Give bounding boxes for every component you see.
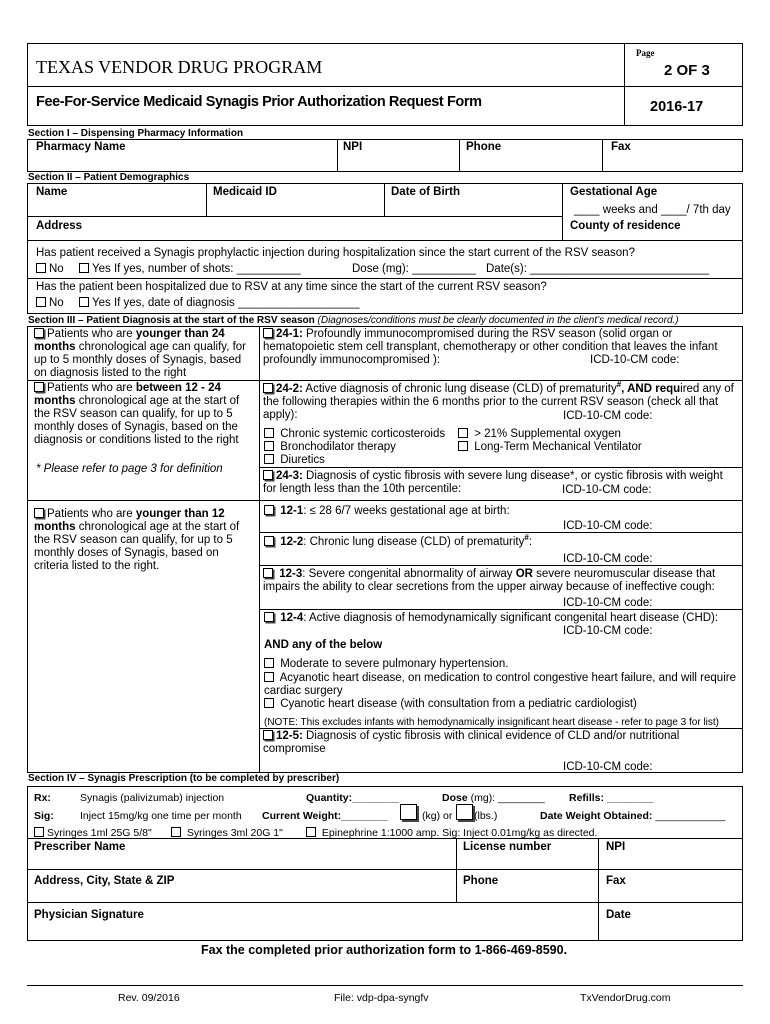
heart-pulmonary-hypertension[interactable]: Moderate to severe pulmonary hypertension.: [264, 658, 508, 671]
rsv-injection-question: Has patient received a Synagis prophylactic injection during hospitalization since the start current of the RSV season?: [36, 247, 635, 259]
checkbox-icon[interactable]: [264, 672, 274, 682]
checkbox-icon[interactable]: [264, 698, 274, 708]
prescriber-npi-field[interactable]: NPI: [606, 841, 626, 853]
rsv-hosp-no[interactable]: No: [36, 297, 64, 310]
quantity-field[interactable]: Quantity:________: [306, 792, 399, 804]
section-3-title: Section III – Patient Diagnosis at the start of the RSV season (Diagnoses/conditions must be clearly documented in the client’s medical record.): [28, 315, 679, 326]
pharmacy-table: [27, 139, 743, 172]
icd-code-12-3[interactable]: ICD-10-CM code:: [563, 597, 653, 609]
rsv-hosp-yes[interactable]: Yes If yes, date of diagnosis ___________________: [79, 297, 360, 310]
license-number-field[interactable]: License number: [463, 841, 552, 853]
group-under-12-months[interactable]: Patients who are younger than 12 months chronological age at the start of the RSV season can qualify, for up to 5 monthly doses of Synagis, based on criteria listed to the right.: [34, 508, 240, 572]
checkbox-icon[interactable]: [79, 297, 89, 307]
form-title: Fee-For-Service Medicaid Synagis Prior Authorization Request Form: [36, 94, 482, 110]
drug-name: Synagis (palivizumab) injection: [80, 792, 225, 804]
checkbox-icon[interactable]: [264, 536, 274, 546]
sig-label: Sig:: [34, 810, 54, 822]
checkbox-icon[interactable]: [263, 383, 273, 393]
weight-field[interactable]: Current Weight:________: [262, 810, 388, 822]
gestational-weeks-field[interactable]: ____ weeks and ____/ 7th day: [574, 204, 731, 216]
prescriber-name-field[interactable]: Prescriber Name: [34, 841, 126, 853]
checkbox-icon[interactable]: [79, 263, 89, 273]
lbs-label: (lbs.): [474, 810, 498, 822]
checkbox-icon[interactable]: [458, 441, 468, 451]
therapy-oxygen[interactable]: > 21% Supplemental oxygen: [458, 428, 621, 441]
dose-mg-field[interactable]: Dose (mg): ________: [442, 792, 545, 804]
section-4-title: Section IV – Synagis Prescription (to be completed by prescriber): [28, 773, 340, 784]
criterion-12-4[interactable]: 12-4: Active diagnosis of hemodynamically significant congenital heart disease (CHD):: [264, 612, 718, 625]
rsv-injection-yes[interactable]: Yes If yes, number of shots: __________: [79, 263, 301, 276]
fax-instruction: Fax the completed prior authorization form to 1-866-469-8590.: [201, 943, 568, 957]
rsv-hospitalized-question: Has the patient been hospitalized due to RSV at any time since the start of the current RSV season?: [36, 281, 547, 293]
group-under-24-months[interactable]: Patients who are younger than 24 months chronological age can qualify, for up to 5 monthly doses of Synagis, based on diagnosis listed to the right: [34, 328, 247, 379]
gestational-age-label: Gestational Age: [570, 186, 658, 198]
rsv-injection-no[interactable]: No: [36, 263, 64, 276]
checkbox-icon[interactable]: [36, 263, 46, 273]
pharmacy-phone-field[interactable]: Phone: [466, 141, 502, 153]
icd-code-24-2[interactable]: ICD-10-CM code:: [563, 410, 653, 422]
revision-date: Rev. 09/2016: [118, 992, 180, 1004]
section-2-title: Section II – Patient Demographics: [28, 172, 190, 183]
checkbox-icon[interactable]: [34, 382, 44, 392]
icd-code-12-2[interactable]: ICD-10-CM code:: [563, 553, 653, 565]
checkbox-icon[interactable]: [36, 297, 46, 307]
checkbox-icon[interactable]: [34, 508, 44, 518]
checkbox-icon[interactable]: [264, 428, 274, 438]
pharmacy-fax-field[interactable]: Fax: [611, 141, 631, 153]
checkbox-icon[interactable]: [263, 568, 273, 578]
group-12-24-months[interactable]: Patients who are between 12 - 24 months chronological age at the start of the RSV season can qualify, for up to 5 monthly doses of Synagis, based on the diagnosis or conditions listed to the right: [34, 382, 240, 446]
prescriber-fax-field[interactable]: Fax: [606, 875, 626, 887]
checkbox-icon[interactable]: [264, 441, 274, 451]
section-1-title: Section I – Dispensing Pharmacy Information: [28, 128, 244, 139]
physician-signature-field[interactable]: Physician Signature: [34, 909, 144, 921]
criterion-24-3[interactable]: 24-3: Diagnosis of cystic fibrosis with severe lung disease*, or cystic fibrosis with weight for length less than the 10th percentile:: [263, 470, 723, 495]
prescriber-address-field[interactable]: Address, City, State & ZIP: [34, 875, 175, 887]
pharmacy-name-field[interactable]: Pharmacy Name: [36, 141, 126, 153]
date-weight-field[interactable]: Date Weight Obtained: ____________: [540, 810, 726, 822]
prescriber-phone-field[interactable]: Phone: [463, 875, 499, 887]
form-year: 2016-17: [650, 99, 704, 115]
pharmacy-npi-field[interactable]: NPI: [343, 141, 363, 153]
criterion-12-3[interactable]: 12-3: Severe congenital abnormality of airway OR severe neuromuscular disease that impairs the ability to clear secretions from the upper airway because of ineffective cough:: [263, 568, 716, 593]
refills-field[interactable]: Refills: ________: [569, 792, 654, 804]
program-title: TEXAS VENDOR DRUG PROGRAM: [36, 57, 323, 77]
criterion-24-2[interactable]: 24-2: Active diagnosis of chronic lung disease (CLD) of prematurity#, AND required any of the following therapies within the 6 months prior to the current RSV season (check all that apply):: [263, 380, 734, 421]
criterion-12-1[interactable]: 12-1: ≤ 28 6/7 weeks gestational age at birth:: [264, 505, 510, 518]
sig-text: Inject 15mg/kg one time per month: [80, 810, 242, 822]
heart-acyanotic[interactable]: Acyanotic heart disease, on medication to control congestive heart failure, and will require cardiac surgery: [264, 672, 736, 697]
epinephrine[interactable]: Epinephrine 1:1000 amp. Sig: Inject 0.01mg/kg as directed.: [306, 827, 597, 840]
icd-code-12-4[interactable]: ICD-10-CM code:: [563, 625, 653, 637]
dose-field[interactable]: Dose (mg): __________: [352, 263, 477, 275]
website: TxVendorDrug.com: [580, 992, 671, 1004]
criterion-12-5[interactable]: 12-5: Diagnosis of cystic fibrosis with clinical evidence of CLD and/or nutritional compromise: [263, 730, 680, 755]
icd-code-24-1[interactable]: ICD-10-CM code:: [590, 354, 680, 366]
therapy-ventilator[interactable]: Long-Term Mechanical Ventilator: [458, 441, 642, 454]
page-label: Page: [636, 48, 655, 58]
checkbox-icon[interactable]: [458, 428, 468, 438]
definition-note: * Please refer to page 3 for definition: [36, 463, 223, 475]
file-name: File: vdp-dpa-syngfv: [334, 992, 429, 1004]
kg-label: (kg) or: [422, 810, 453, 822]
therapy-corticosteroids[interactable]: Chronic systemic corticosteroids: [264, 428, 445, 441]
heart-note: (NOTE: This excludes infants with hemodynamically insignificant heart disease - refer to page 3 for list): [264, 717, 720, 728]
criterion-24-1[interactable]: 24-1: Profoundly immunocompromised during the RSV season (solid organ or hematopoietic stem cell transplant, chemotherapy or other condition that leaves the infant profoundly immunocompromised ):: [263, 328, 718, 366]
dob-field[interactable]: Date of Birth: [391, 186, 460, 198]
patient-name-field[interactable]: Name: [36, 186, 68, 198]
checkbox-icon[interactable]: [264, 612, 274, 622]
icd-code-12-1[interactable]: ICD-10-CM code:: [563, 520, 653, 532]
checkbox-icon[interactable]: [264, 505, 274, 515]
and-any-label: AND any of the below: [264, 639, 383, 651]
icd-code-24-3[interactable]: ICD-10-CM code:: [562, 484, 652, 496]
therapy-diuretics[interactable]: Diuretics: [264, 454, 325, 467]
syringe-1ml[interactable]: Syringes 1ml 25G 5/8": [34, 827, 152, 840]
kg-checkbox[interactable]: [400, 804, 417, 820]
dates-field[interactable]: Date(s): ____________________________: [486, 263, 710, 275]
heart-cyanotic[interactable]: Cyanotic heart disease (with consultation from a pediatric cardiologist): [264, 698, 637, 711]
syringe-3ml[interactable]: Syringes 3ml 20G 1": [171, 827, 283, 840]
rx-label: Rx:: [34, 792, 51, 804]
icd-code-12-5[interactable]: ICD-10-CM code:: [563, 761, 653, 773]
criterion-12-2[interactable]: 12-2: Chronic lung disease (CLD) of prematurity#:: [264, 536, 532, 549]
checkbox-icon[interactable]: [264, 454, 274, 464]
signature-date-field[interactable]: Date: [606, 909, 631, 921]
medicaid-id-field[interactable]: Medicaid ID: [213, 186, 277, 198]
county-field[interactable]: County of residence: [570, 220, 681, 232]
address-field[interactable]: Address: [36, 220, 83, 232]
checkbox-icon[interactable]: [263, 470, 273, 480]
page-number: 2 OF 3: [664, 62, 710, 79]
checkbox-icon[interactable]: [263, 730, 273, 740]
checkbox-icon[interactable]: [34, 328, 44, 338]
checkbox-icon[interactable]: [171, 827, 181, 837]
checkbox-icon[interactable]: [34, 827, 44, 837]
checkbox-icon[interactable]: [306, 827, 316, 837]
lbs-checkbox[interactable]: [456, 804, 473, 820]
checkbox-icon[interactable]: [263, 328, 273, 338]
checkbox-icon[interactable]: [264, 658, 274, 668]
therapy-bronchodilator[interactable]: Bronchodilator therapy: [264, 441, 396, 454]
